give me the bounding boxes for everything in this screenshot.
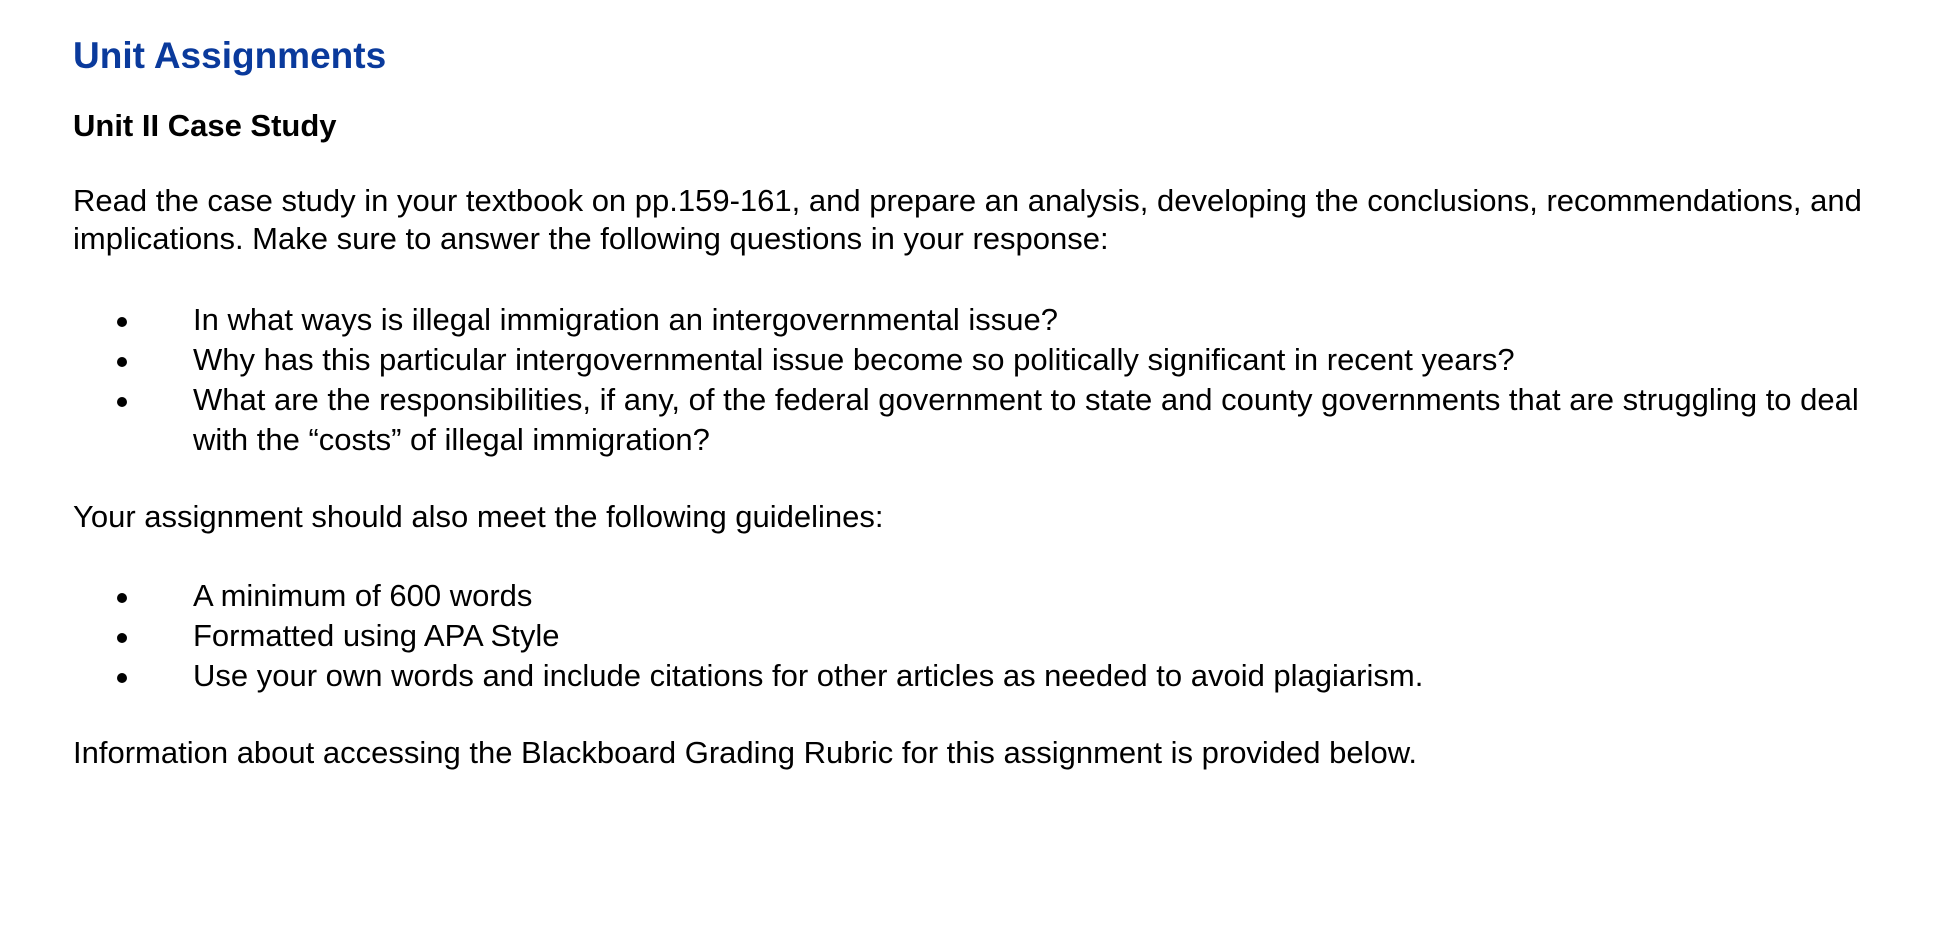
guidelines-list [73,576,1873,696]
bullet-icon [117,397,127,407]
page-title: Unit Assignments [73,35,387,76]
question-text: In what ways is illegal immigration an intergovernmental issue? [193,302,1058,337]
list-item [73,616,1873,656]
guideline-text: Use your own words and include citations for other articles as needed to avoid plagiarism. [193,658,1424,693]
list-item [73,300,1873,340]
bullet-icon [117,357,127,367]
list-item [73,576,1873,616]
question-text: What are the responsibilities, if any, of the federal government to state and county governments that are struggling to deal with the “costs” of illegal immigration? [193,382,1859,457]
questions-list [73,300,1873,460]
document-page [73,30,1873,772]
intro-paragraph: Read the case study in your textbook on pp.159-161, and prepare an analysis, developing the conclusions, recommendations, and implications. Make sure to answer the following questions in your response: [73,183,1862,256]
list-item [73,380,1873,460]
guidelines-intro: Your assignment should also meet the following guidelines: [73,499,884,534]
list-item [73,340,1873,380]
guideline-text: A minimum of 600 words [193,578,533,613]
list-item [73,656,1873,696]
guideline-text: Formatted using APA Style [193,618,560,653]
closing-paragraph: Information about accessing the Blackboard Grading Rubric for this assignment is provided below. [73,735,1418,770]
bullet-icon [117,593,127,603]
section-heading: Unit II Case Study [73,108,337,143]
bullet-icon [117,673,127,683]
bullet-icon [117,633,127,643]
bullet-icon [117,317,127,327]
question-text: Why has this particular intergovernmental issue become so politically significant in recent years? [193,342,1515,377]
